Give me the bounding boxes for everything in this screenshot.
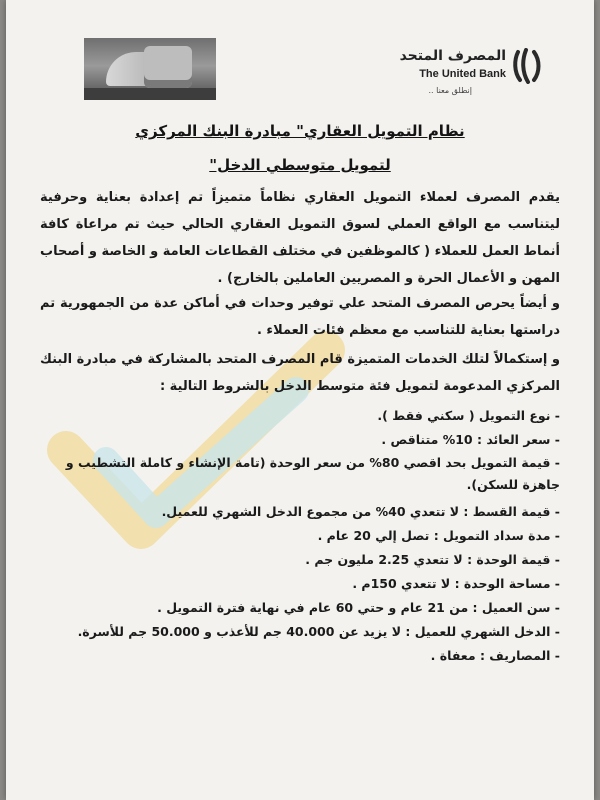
- condition-item: - سن العميل : من 21 عام و حتي 60 عام في نهاية فترة التمويل .: [157, 600, 560, 615]
- page-title-line-2: لتمويل متوسطي الدخل": [209, 156, 391, 174]
- ground-shape: [84, 88, 216, 100]
- logo-english-name: The United Bank: [419, 68, 506, 80]
- condition-item: - سعر العائد : 10% متناقص .: [381, 432, 560, 447]
- logo-arabic-name: المصرف المتحد: [399, 48, 506, 64]
- page-title-line-1: نظام التمويل العقاري" مبادرة البنك المركزي: [135, 122, 465, 140]
- condition-item: - قيمة القسط : لا تتعدي 40% من مجموع الدخل الشهري للعميل.: [161, 504, 560, 519]
- bank-building-photo: [84, 38, 216, 100]
- building-tower-shape: [144, 46, 192, 88]
- condition-item: - المصاريف : معفاة .: [430, 648, 560, 663]
- paragraph-units: و أيضاً يحرص المصرف المتحد علي توفير وحدات في أماكن عدة من الجمهورية تم دراستها بعناية للتناسب مع معظم فئات العملاء .: [40, 296, 560, 338]
- logo-tagline: إنطلق معنا ..: [428, 86, 472, 95]
- condition-item: - مدة سداد التمويل : تصل إلي 20 عام .: [317, 528, 560, 543]
- condition-item: - قيمة التمويل بحد اقصي 80% من سعر الوحدة (تامة الإنشاء و كاملة التشطيب و جاهزة للسكن).: [65, 455, 560, 492]
- condition-item: - مساحة الوحدة : لا تتعدي 150م .: [352, 576, 560, 591]
- bank-logo: [399, 44, 542, 104]
- condition-item: - الدخل الشهري للعميل : لا يزيد عن 40.000 جم للأعذب و 50.000 جم للأسرة.: [77, 624, 560, 639]
- document-page: [6, 0, 594, 800]
- condition-item: - نوع التمويل ( سكني فقط ).: [377, 408, 560, 423]
- condition-item: - قيمة الوحدة : لا تتعدي 2.25 مليون جم .: [305, 552, 560, 567]
- conditions-list: [40, 404, 560, 668]
- united-bank-logo-icon: [512, 48, 542, 84]
- paragraph-initiative: و إستكمالاً لتلك الخدمات المتميزة قام المصرف المتحد بالمشاركة في مبادرة البنك المركزي المدعومة لتمويل فئة متوسط الدخل بالشروط التالية :: [40, 352, 560, 394]
- paragraph-intro: يقدم المصرف لعملاء التمويل العقاري نظاماً متميزاً تم إعدادة بعناية وحرفية ليتناسب مع الواقع العملي لسوق التمويل العقاري الحالي حيث تم مراعاة كافة أنماط العمل للعملاء ( كالموظفين في مختلف القطاعات العامة و الخاصة و أصحاب المهن و الأعمال الحرة و المصريين العاملين بالخارج) .: [40, 190, 560, 286]
